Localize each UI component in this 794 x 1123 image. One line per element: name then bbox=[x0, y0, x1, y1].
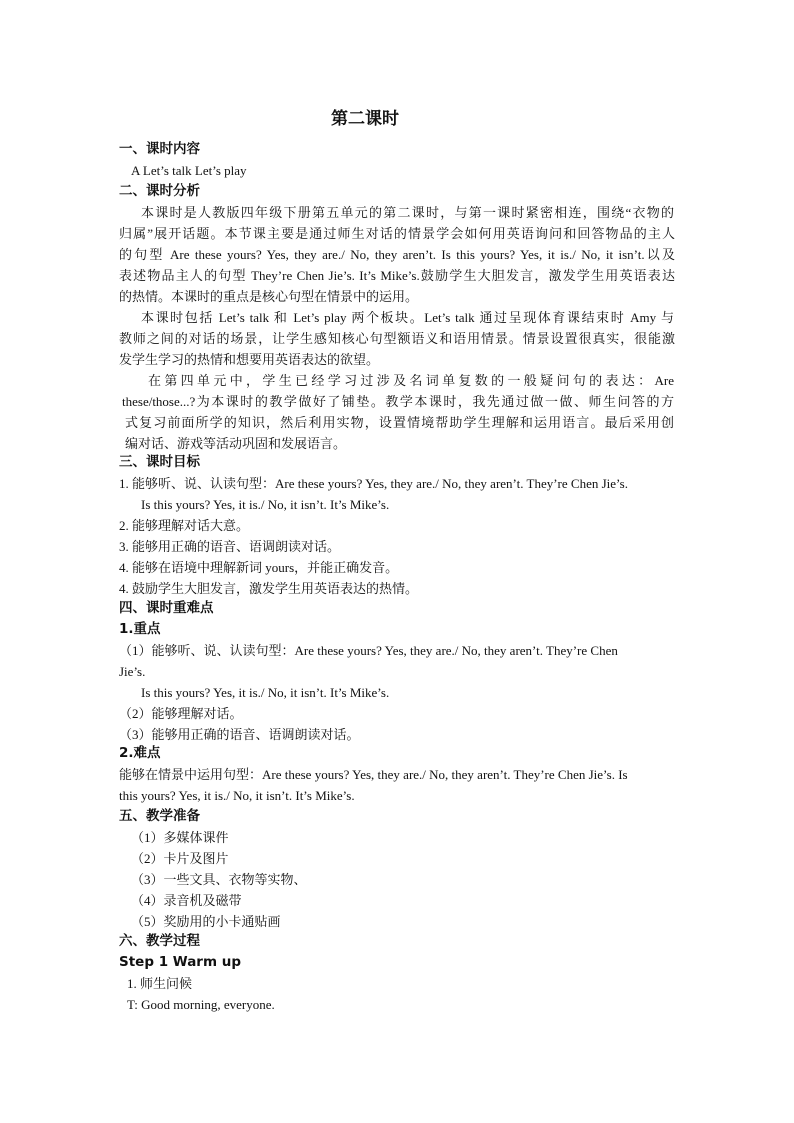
paragraph-line: 表述物品主人的句型 They’re Chen Jie’s. It’s Mike’s.鼓励学生大胆发言，激发学生用英语表达 bbox=[119, 268, 675, 283]
paragraph-line: 的句型 Are these yours? Yes, they are./ No, they aren’t. Is this yours? Yes, it is./ No, it isn’t.以及 bbox=[119, 247, 675, 262]
paragraph-line: 教师之间的对话的场景，让学生感知核心句型额语义和语用情景。情景设置很真实，很能激 bbox=[119, 331, 675, 346]
paragraph-line: 本课时包括 Let’s talk 和 Let’s play 两个板块。Let’s talk 通过呈现体育课结束时 Amy 与 bbox=[141, 310, 674, 325]
objective-item: 4. 能够在语境中理解新词 yours，并能正确发音。 bbox=[119, 560, 399, 575]
section-heading-objectives: 三、课时目标 bbox=[119, 454, 200, 470]
paragraph-line: 发学生学习的热情和想要用英语表达的欲望。 bbox=[119, 352, 380, 367]
key-item: Jie’s. bbox=[119, 664, 146, 679]
preparation-item: （1）多媒体课件 bbox=[131, 830, 229, 845]
paragraph-line: 编对话、游戏等活动巩固和发展语言。 bbox=[125, 436, 347, 451]
section-heading-process: 六、教学过程 bbox=[119, 933, 200, 949]
process-item: T: Good morning, everyone. bbox=[127, 997, 275, 1012]
objective-item: 1. 能够听、说、认读句型：Are these yours? Yes, they are./ No, they aren’t. They’re Chen Jie’s. bbox=[119, 476, 628, 491]
page-title: 第二课时 bbox=[331, 109, 399, 129]
objective-item: 4. 鼓励学生大胆发言，激发学生用英语表达的热情。 bbox=[119, 581, 419, 596]
key-item: （3）能够用正确的语音、语调朗读对话。 bbox=[119, 727, 360, 742]
preparation-item: （3）一些文具、衣物等实物、 bbox=[131, 872, 307, 887]
objective-item: 3. 能够用正确的语音、语调朗读对话。 bbox=[119, 539, 341, 554]
preparation-item: （4）录音机及磁带 bbox=[131, 893, 242, 908]
paragraph-line: 式复习前面所学的知识，然后利用实物，设置情境帮助学生理解和运用语言。最后采用创 bbox=[125, 415, 674, 430]
key-item: Is this yours? Yes, it is./ No, it isn’t. It’s Mike’s. bbox=[141, 685, 390, 700]
section-heading-analysis: 二、课时分析 bbox=[119, 183, 200, 199]
difficulty-item: this yours? Yes, it is./ No, it isn’t. It’s Mike’s. bbox=[119, 788, 355, 803]
section-heading-preparation: 五、教学准备 bbox=[119, 808, 200, 824]
preparation-item: （2）卡片及图片 bbox=[131, 851, 229, 866]
step-heading: Step 1 Warm up bbox=[119, 954, 242, 970]
process-item: 1. 师生问候 bbox=[127, 976, 193, 991]
section-heading-key-points: 四、课时重难点 bbox=[119, 600, 214, 616]
key-item: （2）能够理解对话。 bbox=[119, 706, 243, 721]
objective-item: Is this yours? Yes, it is./ No, it isn’t. It’s Mike’s. bbox=[141, 497, 390, 512]
preparation-item: （5）奖励用的小卡通贴画 bbox=[131, 914, 281, 929]
paragraph-line: 的热情。本课时的重点是核心句型在情景中的运用。 bbox=[119, 289, 419, 304]
key-item: （1）能够听、说、认读句型：Are these yours? Yes, they are./ No, they aren’t. They’re Chen bbox=[119, 643, 618, 658]
difficulty-item: 能够在情景中运用句型：Are these yours? Yes, they are./ No, they aren’t. They’re Chen Jie’s. Is bbox=[119, 767, 628, 782]
objective-item: 2. 能够理解对话大意。 bbox=[119, 518, 250, 533]
paragraph-line: 本课时是人教版四年级下册第五单元的第二课时，与第一课时紧密相连，围绕“衣物的 bbox=[141, 205, 674, 220]
paragraph-line: 在第四单元中，学生已经学习过涉及名词单复数的一般疑问句的表达：Are bbox=[148, 373, 674, 388]
subheading-difficulty: 2.难点 bbox=[119, 745, 161, 761]
subheading-key: 1.重点 bbox=[119, 621, 161, 637]
paragraph-line: these/those...?为本课时的教学做好了铺垫。教学本课时，我先通过做一做、师生问答的方 bbox=[122, 394, 674, 409]
content-line: A Let’s talk Let’s play bbox=[131, 163, 247, 178]
section-heading-content: 一、课时内容 bbox=[119, 141, 200, 157]
paragraph-line: 归属”展开话题。本节课主要是通过师生对话的情景学会如何用英语询问和回答物品的主人 bbox=[119, 226, 675, 241]
